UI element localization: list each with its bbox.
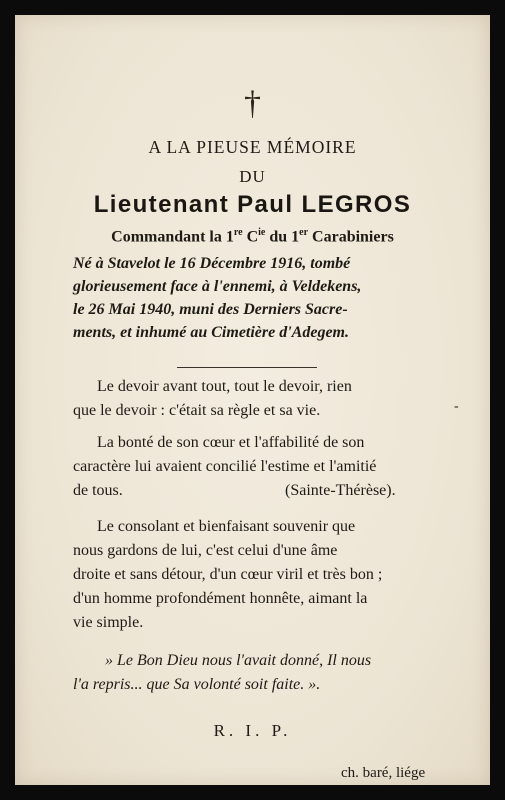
rank-line bbox=[15, 227, 490, 246]
prayer-line-1: » Le Bon Dieu nous l'avait donné, Il nous bbox=[105, 652, 372, 669]
memory-line-3: droite et sans détour, d'un cœur viril et très bon ; bbox=[73, 566, 383, 583]
birth-line-2: glorieusement face à l'ennemi, à Veldekens, bbox=[73, 278, 362, 295]
rank-text-2: C bbox=[242, 228, 259, 246]
memory-line-2: nous gardons de lui, c'est celui d'une âme bbox=[73, 542, 338, 559]
deceased-name: Lieutenant Paul LEGROS bbox=[93, 191, 412, 218]
prayer-line-2: l'a repris... que Sa volonté soit faite. ». bbox=[73, 676, 321, 693]
margin-mark: - bbox=[454, 399, 459, 414]
rank-text-1: Commandant la 1 bbox=[111, 228, 234, 246]
quote-source: (Sainte-Thérèse). bbox=[285, 482, 396, 499]
duty-line-2: que le devoir : c'était sa règle et sa vie. bbox=[73, 402, 321, 419]
memory-line-4: d'un homme profondément honnête, aimant la bbox=[73, 590, 368, 607]
du-line: DU bbox=[239, 167, 266, 186]
memorial-card bbox=[15, 15, 490, 785]
birth-line-4: ments, et inhumé au Cimetière d'Adegem. bbox=[73, 324, 349, 341]
rip-text: R. I. P. bbox=[213, 721, 292, 740]
kindness-line-2: caractère lui avaient concilié l'estime et l'amitié bbox=[73, 458, 377, 475]
printer-credit: ch. baré, liége bbox=[341, 765, 426, 781]
rank-text-4: Carabiniers bbox=[308, 228, 394, 246]
rank-sup-1: re bbox=[233, 227, 243, 238]
birth-line-3: le 26 Mai 1940, muni des Derniers Sacre- bbox=[73, 301, 348, 318]
cross-icon: † bbox=[244, 85, 261, 122]
kindness-line-3: de tous. bbox=[73, 482, 123, 499]
rank-sup-2: ie bbox=[258, 227, 266, 238]
rank-text-3: du 1 bbox=[265, 228, 300, 246]
memory-line-1: Le consolant et bienfaisant souvenir que bbox=[97, 518, 356, 535]
rank-sup-3: er bbox=[299, 227, 309, 238]
birth-line-1: Né à Stavelot le 16 Décembre 1916, tombé bbox=[73, 255, 351, 272]
kindness-line-1: La bonté de son cœur et l'affabilité de son bbox=[97, 434, 365, 451]
duty-line-1: Le devoir avant tout, tout le devoir, rien bbox=[97, 378, 352, 395]
memory-line-5: vie simple. bbox=[73, 614, 144, 631]
divider-rule bbox=[177, 367, 317, 368]
memorial-heading: A LA PIEUSE MÉMOIRE bbox=[148, 137, 357, 157]
